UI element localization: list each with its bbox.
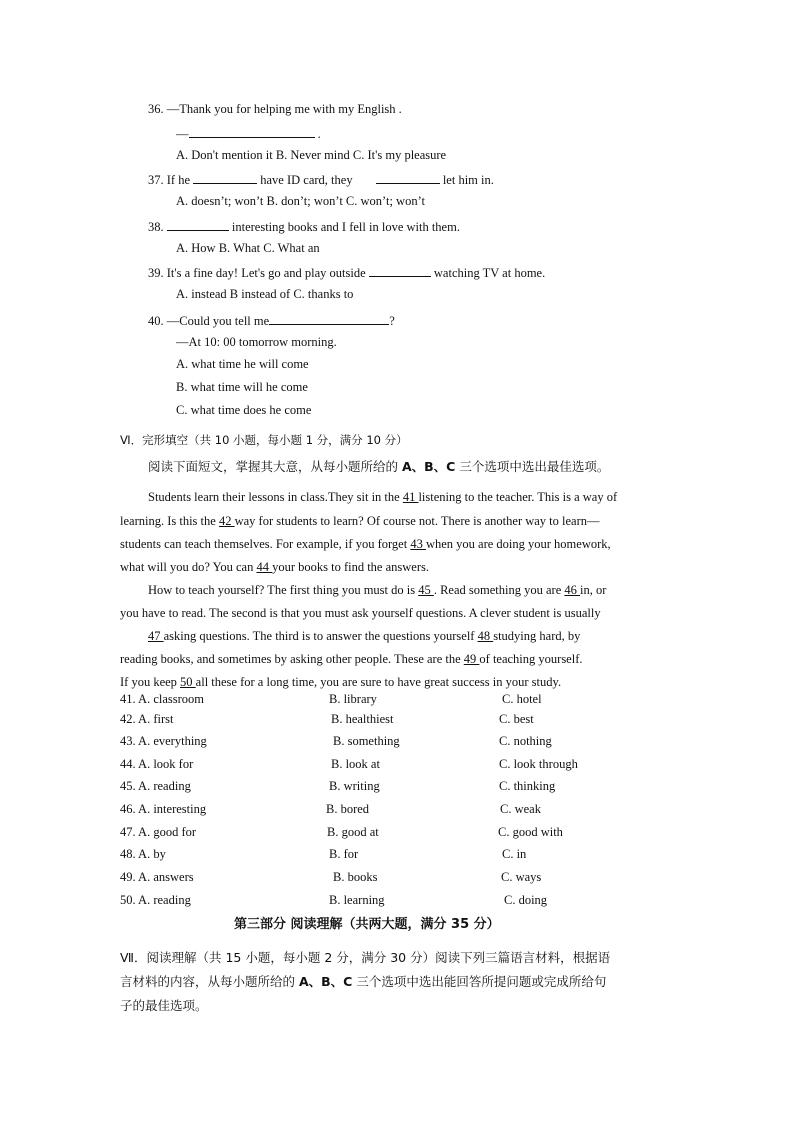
option-47-b: B. good at <box>327 825 379 839</box>
option-48-a: 48. A. by <box>120 847 166 861</box>
option-50-c: C. doing <box>504 893 548 907</box>
blank-41[interactable]: 41 <box>402 490 419 504</box>
passage-text: studying hard, by <box>493 629 581 643</box>
blank-47[interactable]: 47 <box>148 629 164 643</box>
passage-text: students can teach themselves. For example, if you forget <box>120 537 411 551</box>
option-44-a: 44. A. look for <box>120 757 194 771</box>
q37-options: A. doesn’t; won’t B. don’t; won’t C. won’t; won’t <box>176 194 425 208</box>
option-48-b: B. for <box>329 847 359 861</box>
section7-line-2-pre: 言材料的内容，从每小题所给的 <box>120 974 299 989</box>
section7-line-2-post: 三个选项中选出能回答所提问题或完成所给句 <box>352 974 607 989</box>
q39-tail: watching TV at home. <box>433 266 546 280</box>
q38-part1: interesting books and I fell in love with them. <box>231 220 460 234</box>
q39-blank[interactable] <box>369 264 431 277</box>
passage-line-5 <box>148 583 606 598</box>
option-44-b: B. look at <box>331 757 380 771</box>
q38-stem <box>148 218 460 235</box>
option-43-c: C. nothing <box>499 734 552 748</box>
option-49-a: 49. A. answers <box>120 870 194 884</box>
option-46-b: B. bored <box>326 802 370 816</box>
q36-reply-dash: — <box>176 127 189 141</box>
blank-44[interactable]: 44 <box>256 560 273 574</box>
section6-heading: Ⅵ．完形填空（共 10 小题，每小题 1 分，满分 10 分） <box>120 433 408 447</box>
part3-title: 第三部分 阅读理解（共两大题，满分 35 分） <box>234 917 500 932</box>
option-45-b: B. writing <box>329 779 380 793</box>
option-41-b: B. library <box>329 692 377 706</box>
q36-reply-line <box>176 125 321 142</box>
option-42-c: C. best <box>499 712 534 726</box>
q37-number: 37. <box>148 173 164 187</box>
blank-45[interactable]: 45 <box>418 583 434 597</box>
passage-line-1 <box>148 490 617 505</box>
q38-options: A. How B. What C. What an <box>176 241 320 255</box>
q39-options: A. instead B instead of C. thanks to <box>176 287 354 301</box>
passage-text: Students learn their lessons in class.They sit in the <box>148 490 403 504</box>
blank-42[interactable]: 42 <box>218 514 235 528</box>
passage-text: learning. Is this the <box>120 514 219 528</box>
passage-text: reading books, and sometimes by asking other people. These are the <box>120 652 464 666</box>
q37-part3: let him in. <box>442 173 494 187</box>
q39-text: 39. It's a fine day! Let's go and play outside <box>148 266 366 280</box>
blank-46[interactable]: 46 <box>564 583 580 597</box>
q40-tail: ? <box>389 314 395 328</box>
option-45-c: C. thinking <box>499 779 556 793</box>
blank-48[interactable]: 48 <box>477 629 494 643</box>
passage-text: when you are doing your homework, <box>425 537 611 551</box>
section6-instruction-pre: 阅读下面短文，掌握其大意，从每小题所给的 <box>148 459 402 474</box>
option-47-a: 47. A. good for <box>120 825 197 839</box>
option-49-b: B. books <box>333 870 378 884</box>
q37-part1: If he <box>166 173 190 187</box>
option-45-a: 45. A. reading <box>120 779 191 793</box>
passage-text: listening to the teacher. This is a way of <box>418 490 618 504</box>
option-46-c: C. weak <box>500 802 541 816</box>
section7-line-3: 子的最佳选项。 <box>120 998 208 1013</box>
blank-50[interactable]: 50 <box>180 675 196 689</box>
option-47-c: C. good with <box>498 825 563 839</box>
q40-option-a: A. what time he will come <box>176 357 309 371</box>
passage-text: . Read something you are <box>433 583 565 597</box>
section6-instruction-post: 三个选项中选出最佳选项。 <box>455 459 610 474</box>
option-50-b: B. learning <box>329 893 385 907</box>
q36-answer-blank[interactable] <box>189 125 315 138</box>
option-46-a: 46. A. interesting <box>120 802 207 816</box>
passage-text: If you keep <box>120 675 181 689</box>
option-41-c: C. hotel <box>502 692 542 706</box>
q40-stem <box>148 312 395 329</box>
q40-reply: —At 10: 00 tomorrow morning. <box>176 335 337 349</box>
passage-text: in, or <box>580 583 607 597</box>
section6-instruction <box>148 457 609 475</box>
q37-stem <box>148 171 494 188</box>
passage-text: your books to find the answers. <box>272 560 429 574</box>
passage-line-2 <box>120 514 600 529</box>
q37-blank-1[interactable] <box>193 171 257 184</box>
option-41-a: 41. A. classroom <box>120 692 205 706</box>
section7-abc: A、B、C <box>298 974 353 989</box>
passage-line-6: you have to read. The second is that you must ask yourself questions. A clever student is usually <box>120 606 601 620</box>
passage-line-8 <box>120 652 583 667</box>
passage-text: what will you do? You can <box>120 560 257 574</box>
passage-line-3 <box>120 537 611 552</box>
q36-stem: 36. —Thank you for helping me with my English . <box>148 102 402 116</box>
passage-text: all these for a long time, you are sure to have great success in your study. <box>195 675 562 689</box>
q37-blank-2[interactable] <box>376 171 440 184</box>
option-49-c: C. ways <box>501 870 542 884</box>
q40-text: 40. —Could you tell me <box>148 314 270 328</box>
option-44-c: C. look through <box>499 757 578 771</box>
q40-blank[interactable] <box>269 312 389 325</box>
blank-49[interactable]: 49 <box>463 652 480 666</box>
section7-line-1: Ⅶ．阅读理解（共 15 小题，每小题 2 分，满分 30 分）阅读下列三篇语言材料，根据语 <box>120 950 611 965</box>
q36-reply-period: . <box>317 127 321 141</box>
option-42-a: 42. A. first <box>120 712 174 726</box>
passage-line-9 <box>120 675 561 690</box>
section6-instruction-abc: A、B、C <box>401 459 456 474</box>
q39-stem <box>148 264 545 281</box>
option-50-a: 50. A. reading <box>120 893 191 907</box>
passage-line-7 <box>148 629 580 644</box>
option-43-a: 43. A. everything <box>120 734 207 748</box>
q36-options: A. Don't mention it B. Never mind C. It's my pleasure <box>176 148 447 162</box>
blank-43[interactable]: 43 <box>410 537 426 551</box>
q38-number: 38. <box>148 220 164 234</box>
q37-part2: have ID card, they <box>260 173 353 187</box>
passage-text: asking questions. The third is to answer the questions yourself <box>163 629 478 643</box>
q38-blank[interactable] <box>167 218 229 231</box>
section7-line-2 <box>120 972 606 990</box>
q40-option-c: C. what time does he come <box>176 403 312 417</box>
option-48-c: C. in <box>502 847 527 861</box>
passage-line-4 <box>120 560 429 575</box>
passage-text: of teaching yourself. <box>479 652 583 666</box>
passage-text: How to teach yourself? The first thing you must do is <box>148 583 419 597</box>
q40-option-b: B. what time will he come <box>176 380 308 394</box>
option-43-b: B. something <box>333 734 400 748</box>
passage-text: way for students to learn? Of course not. There is another way to learn— <box>234 514 600 528</box>
option-42-b: B. healthiest <box>331 712 394 726</box>
